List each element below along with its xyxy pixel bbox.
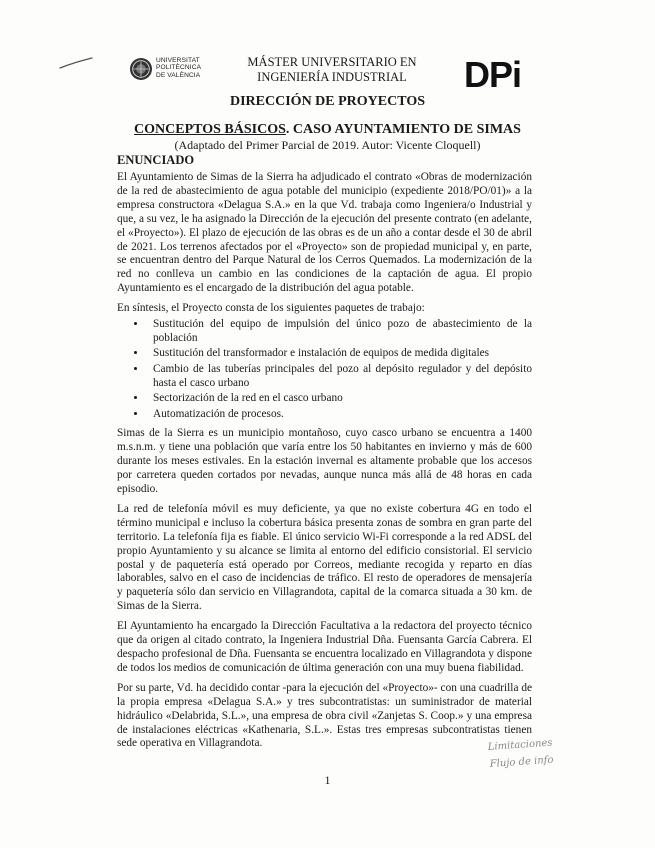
work-package-item: • Cambio de las tuberías principales del pozo al depósito regulador y del depósito hasta el casco urbano [147,363,532,391]
handwritten-note-line-2: Flujo de info [489,754,554,770]
dpi-logo [463,50,527,94]
document-title [0,121,655,138]
work-package-list [117,318,532,421]
handwritten-note [484,734,584,774]
paragraph-telecom: La red de telefonía móvil es muy deficiente, ya que no existe cobertura 4G en todo el término municipal e incluso la cobertura básica presenta zonas de sombra en gran parte del territorio. La telefonía fija es fiable. El único servicio Wi-Fi corresponde a la red ADSL del propio Ayuntamiento y su alcance se limita al entorno del edificio consistorial. El servicio postal y de paquetería está operado por Correos, mediante recogida y reparto en días laborables, salvo en el caso de incidencias de tráfico. El resto de operadores de mensajería y paquetería sólo dan servicio en Villagrandota, capital de la comarca situada a 30 km. de Simas de la Sierra. [117,502,532,613]
paragraph-contract: El Ayuntamiento de Simas de la Sierra ha adjudicado el contrato «Obras de modernización de la red de abastecimiento de agua potable del municipio (expediente 2018/PO/01)» a la empresa constructora «Delagua S.A.» en la que Vd. trabaja como Ingeniera/o Industrial y que, a su vez, le ha asignado la Dirección de la ejecución del presente contrato (en adelante, el «Proyecto»). El plazo de ejecución de las obras es de un año a contar desde el 30 de abril de 2021. Los terrenos afectados por el «Proyecto» son de propiedad municipal y, en parte, se encuentran dentro del Parque Natural de los Cerros Quemados. La modernización de la red no conlleva un cambio en las condiciones de la captación de agua. El propio Ayuntamiento es el encargado de la distribución del agua potable. [117,171,532,295]
university-logo [129,56,215,84]
document-subtitle: (Adaptado del Primer Parcial de 2019. Autor: Vicente Cloquell) [174,138,481,152]
paragraph-direction: El Ayuntamiento ha encargado la Dirección Facultativa a la redactora del proyecto técnico que da origen al citado contrato, la Ingeniera Industrial Dña. Fuensanta García Cabrera. El despacho profesional de Dña. Fuensanta se encuentra localizado en Villagrandota y dispone de todos los medios de comunicación de última generación con una muy buena fiabilidad. [117,620,532,674]
paragraph-summary: En síntesis, el Proyecto consta de los siguientes paquetes de trabajo: [117,302,425,315]
work-package-item: • Sectorización de la red en el casco urbano [147,392,532,406]
dpi-logo-text: DPi [464,54,522,94]
section-title: DIRECCIÓN DE PROYECTOS [230,94,425,109]
document-title-underlined: CONCEPTOS BÁSICOS [134,122,286,137]
page-number: 1 [324,773,331,787]
handwritten-note-line-1: Limitaciones [487,737,553,753]
paragraph-municipality: Simas de la Sierra es un municipio montañoso, cuyo casco urbano se encuentra a 1400 m.s.n.m. y tiene una población que varía entre los 50 habitantes en invierno y más de 600 durante los meses estivales. En la estación invernal es altamente probable que los accesos por carretera queden cortados por nevadas, aunque nunca más allá de 48 horas en cada episodio. [117,427,532,496]
pen-mark [58,56,94,70]
paragraph-subcontractors: Por su parte, Vd. ha decidido contar -para la ejecución del «Proyecto»- con una cuadrilla de la propia empresa «Delagua S.A.» y tres subcontratistas: un suministrador de material hidráulico «Delabrida, S.L.», una empresa de obra civil «Zanjetas S. Coop.» y una empresa de instalaciones eléctricas «Kathenaria, S.L.». Estas tres empresas subcontratistas tienen sede operativa en Villagrandota. [117,681,532,750]
master-title: MÁSTER UNIVERSITARIO EN INGENIERÍA INDUSTRIAL [247,55,417,84]
work-package-item: • Sustitución del equipo de impulsión del único pozo de abastecimiento de la población [147,318,532,346]
work-package-item: • Automatización de procesos. [147,408,532,422]
work-package-item: • Sustitución del transformador e instalación de equipos de medida digitales [147,347,532,361]
document-body [117,171,532,757]
university-seal-icon [129,57,153,81]
university-logo-text: UNIVERSITAT POLITÈCNICA DE VALÈNCIA [156,57,202,79]
document-title-rest: . CASO AYUNTAMIENTO DE SIMAS [285,122,521,137]
statement-heading: ENUNCIADO [117,153,195,167]
